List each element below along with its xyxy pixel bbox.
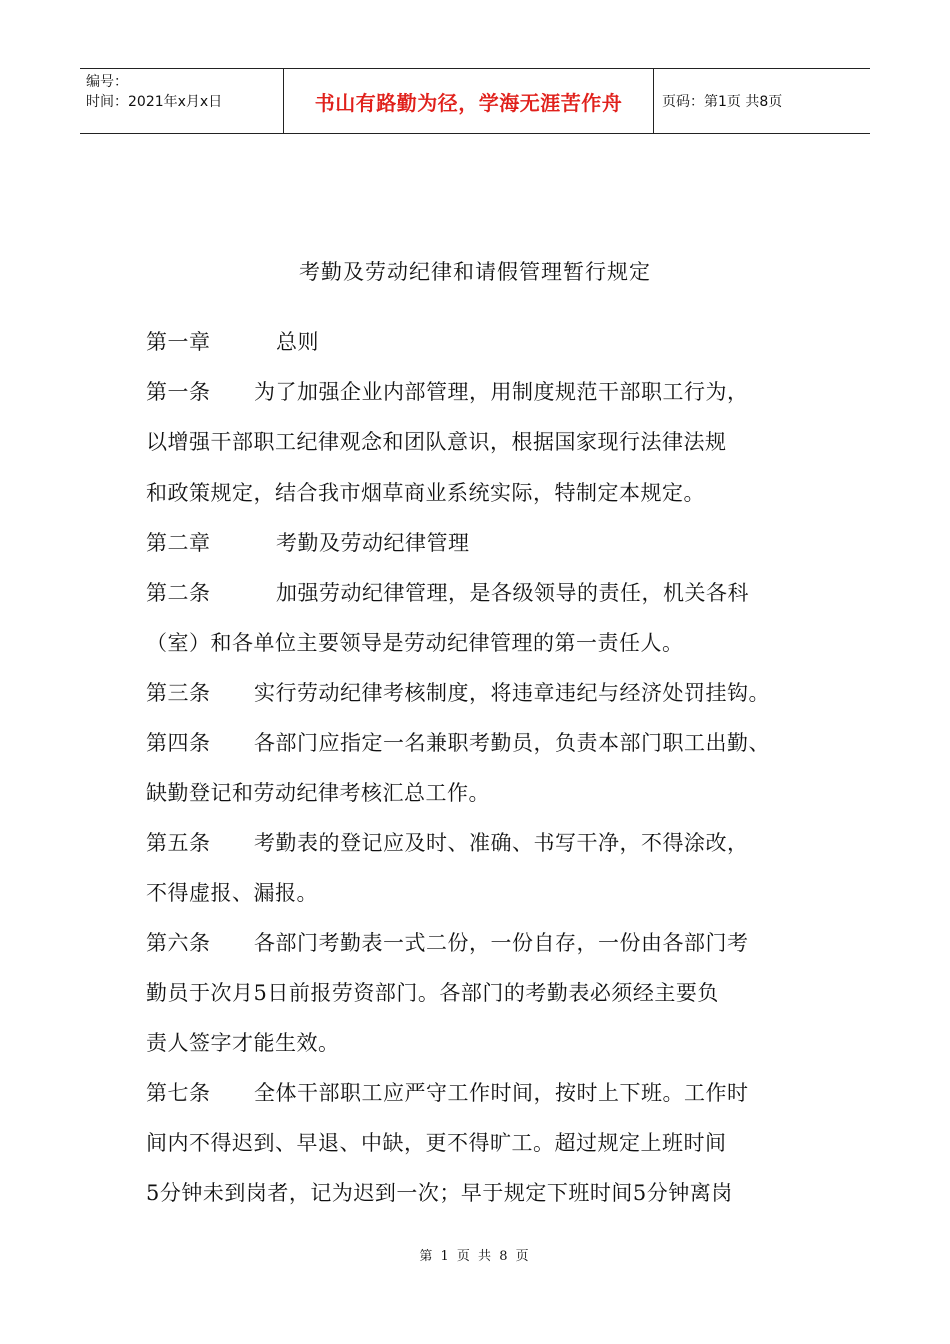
line-text: 考勤及劳动纪律管理 (276, 531, 470, 555)
body-line (146, 927, 749, 957)
line-text: 各部门应指定一名兼职考勤员，负责本部门职工出勤、 (254, 731, 770, 755)
body-line (146, 777, 490, 807)
line-text: 5分钟未到岗者，记为迟到一次；早于规定下班时间5分钟离岗 (146, 1181, 733, 1205)
line-label: 第四条 (146, 731, 211, 755)
body-line (146, 1077, 749, 1107)
line-text: （室）和各单位主要领导是劳动纪律管理的第一责任人。 (146, 631, 684, 655)
line-text: 不得虚报、漏报。 (146, 881, 318, 905)
line-label: 第三条 (146, 681, 211, 705)
body-line (146, 527, 470, 557)
page-footer: 第 1 页 共 8 页 (419, 1249, 531, 1264)
body-line (146, 1177, 733, 1207)
line-text: 实行劳动纪律考核制度，将违章违纪与经济处罚挂钩。 (254, 681, 770, 705)
body-line (146, 627, 684, 657)
body-line (146, 727, 770, 757)
time-label: 时间：2021年x月x日 (86, 94, 223, 110)
body-line (146, 477, 705, 507)
body-line (146, 326, 319, 356)
body-line (146, 677, 770, 707)
line-text: 和政策规定，结合我市烟草商业系统实际，特制定本规定。 (146, 481, 705, 505)
body-line (146, 877, 318, 907)
line-label: 第一条 (146, 380, 211, 404)
line-text: 全体干部职工应严守工作时间，按时上下班。工作时 (254, 1081, 749, 1105)
body-line (146, 577, 749, 607)
body-line (146, 376, 749, 406)
line-label: 第五条 (146, 831, 211, 855)
line-text: 勤员于次月5日前报劳资部门。各部门的考勤表必须经主要负 (146, 981, 719, 1005)
code-label: 编号： (86, 74, 128, 90)
body-line (146, 827, 749, 857)
line-text: 各部门考勤表一式二份，一份自存，一份由各部门考 (254, 931, 749, 955)
document-header (80, 68, 870, 134)
line-label: 第六条 (146, 931, 211, 955)
line-label: 第二章 (146, 531, 211, 555)
body-line (146, 1027, 340, 1057)
document-title: 考勤及劳动纪律和请假管理暂行规定 (299, 260, 651, 284)
line-label: 第一章 (146, 330, 211, 354)
header-meta (80, 69, 284, 133)
line-text: 总则 (276, 330, 319, 354)
body-line (146, 426, 727, 456)
line-text: 加强劳动纪律管理，是各级领导的责任，机关各科 (276, 581, 749, 605)
line-text: 间内不得迟到、早退、中缺，更不得旷工。超过规定上班时间 (146, 1131, 727, 1155)
line-text: 为了加强企业内部管理，用制度规范干部职工行为， (254, 380, 749, 404)
line-label: 第二条 (146, 581, 211, 605)
header-motto: 书山有路勤为径，学海无涯苦作舟 (284, 69, 654, 133)
line-text: 考勤表的登记应及时、准确、书写干净，不得涂改， (254, 831, 749, 855)
line-text: 以增强干部职工纪律观念和团队意识，根据国家现行法律法规 (146, 430, 727, 454)
body-line (146, 977, 719, 1007)
body-line (146, 1127, 727, 1157)
line-text: 缺勤登记和劳动纪律考核汇总工作。 (146, 781, 490, 805)
line-text: 责人签字才能生效。 (146, 1031, 340, 1055)
header-page-info: 页码：第1页 共8页 (662, 94, 783, 110)
line-label: 第七条 (146, 1081, 211, 1105)
